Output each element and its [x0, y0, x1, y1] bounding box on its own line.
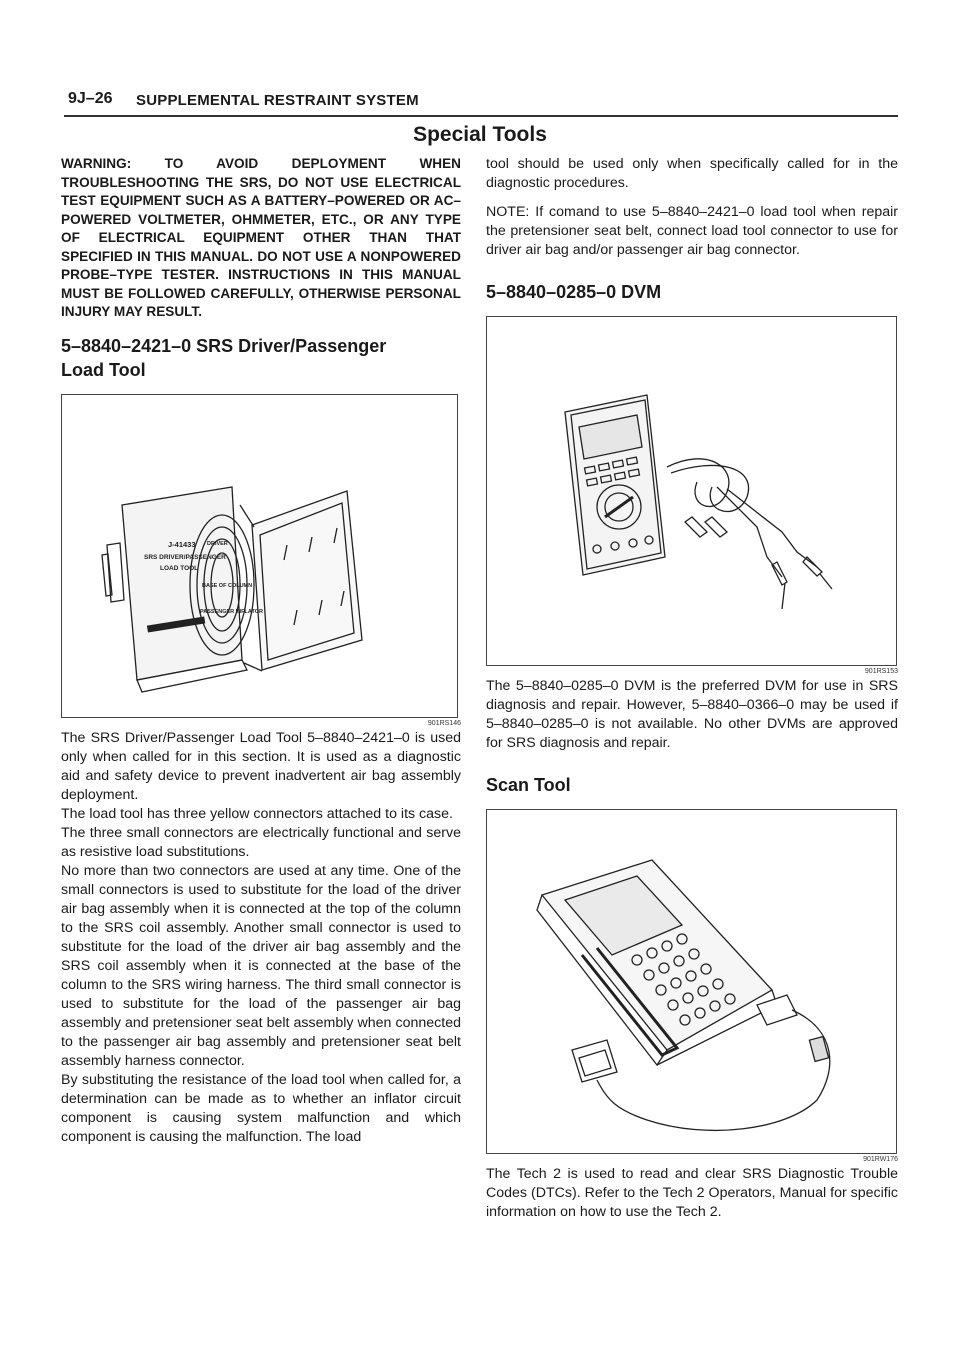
- warning-text: WARNING: TO AVOID DEPLOYMENT WHEN TROUBLESHOOTING THE SRS, DO NOT USE ELECTRICAL TEST EQUIPMENT SUCH AS A BATTERY–POWERED OR AC–POWERED VOLTMETER, OHMMETER, ETC., OR ANY TYPE OF ELECTRICAL EQUIPMENT OTHER THAN THAT SPECIFIED IN THIS MANUAL. DO NOT USE A NONPOWERED PROBE–TYPE TESTER. INSTRUCTIONS IN THIS MANUAL MUST BE FOLLOWED CAREFULLY, OTHERWISE PERSONAL INJURY MAY RESULT.: [61, 156, 461, 319]
- chapter-title: SUPPLEMENTAL RESTRAINT SYSTEM: [136, 92, 419, 109]
- load-tool-paragraph-3: The three small connectors are electrically functional and serve as resistive load substitutions.: [61, 824, 461, 860]
- page-number: 9J–26: [68, 90, 113, 107]
- note-text: NOTE: If comand to use 5–8840–2421–0 load tool when repair the pretensioner seat belt, connect load tool connector to use for driver air bag and/or passenger air bag connector.: [486, 204, 898, 258]
- load-tool-paragraph-4: No more than two connectors are used at any time. One of the small connectors is used to substitute for the load of the driver air bag assembly when it is connected at the top of the column to the SRS coil assembly. Another small connector is used to substitute for the load of the driver air bag assembly and the SRS coil assembly when it is connected at the base of the column to the SRS wiring harness. The third small connector is used to substitute for the load of the passenger air bag assembly and pretensioner seat belt assembly when connected to the passenger air bag assembly and pretensioner seat belt assembly harness connector.: [61, 862, 461, 1069]
- load-tool-paragraph-continued: tool should be used only when specifically called for in the diagnostic procedures.: [486, 156, 898, 191]
- base-of-column-label: BASE OF COLUMN: [202, 582, 253, 589]
- load-tool-heading-line2: Load Tool: [61, 359, 146, 380]
- load-tool-heading-line1: 5–8840–2421–0 SRS Driver/Passenger: [61, 335, 387, 356]
- header-rule: [64, 115, 898, 117]
- dvm-illustration: [487, 317, 896, 665]
- load-tool-illustration: [62, 395, 457, 717]
- scan-tool-figure-code: 901RW176: [863, 1156, 898, 1163]
- driver-label: DRIVER: [207, 540, 228, 547]
- tool-name-label-1: SRS DRIVER/PASSENGER: [144, 553, 226, 561]
- dvm-figure-code: 901RS153: [864, 668, 898, 675]
- scan-tool-illustration: [487, 810, 896, 1153]
- load-tool-paragraph-2: The load tool has three yellow connectors attached to its case.: [61, 805, 453, 822]
- dvm-heading: 5–8840–0285–0 DVM: [486, 282, 662, 302]
- passenger-inflator-label: PASSENGER INFLATOR: [200, 608, 263, 615]
- right-column: [486, 155, 898, 1222]
- left-column: [61, 155, 461, 1147]
- dvm-figure: [486, 316, 897, 666]
- load-tool-paragraph-5: By substituting the resistance of the load tool when called for, a determination can be made as to whether an inflator circuit component is causing system malfunction and which component is causing the malfunction. The load: [61, 1071, 461, 1145]
- tool-name-label-2: LOAD TOOL: [160, 564, 199, 572]
- scan-tool-heading: Scan Tool: [486, 775, 571, 795]
- page-header: [64, 88, 898, 112]
- load-tool-heading: [61, 334, 461, 382]
- page-title: Special Tools: [413, 123, 547, 146]
- load-tool-figure: [61, 394, 458, 718]
- scan-tool-text: The Tech 2 is used to read and clear SRS Diagnostic Trouble Codes (DTCs). Refer to the Tech 2 Operators, Manual for specific information on how to use the Tech 2.: [486, 1166, 898, 1220]
- load-tool-figure-code: 901RS146: [427, 719, 461, 727]
- scan-tool-figure: [486, 809, 897, 1154]
- load-tool-paragraph-1: The SRS Driver/Passenger Load Tool 5–8840–2421–0 is used only when called for in this section. It is used as a diagnostic aid and safety device to prevent inadvertent air bag assembly deployment.: [61, 729, 461, 803]
- tool-number-label: J-41433: [168, 539, 196, 549]
- dvm-text: The 5–8840–0285–0 DVM is the preferred DVM for use in SRS diagnosis and repair. However, 5–8840–0366–0 may be used if 5–8840–0285–0 is not available. No other DVMs are approved for SRS diagnosis and repair.: [486, 678, 898, 751]
